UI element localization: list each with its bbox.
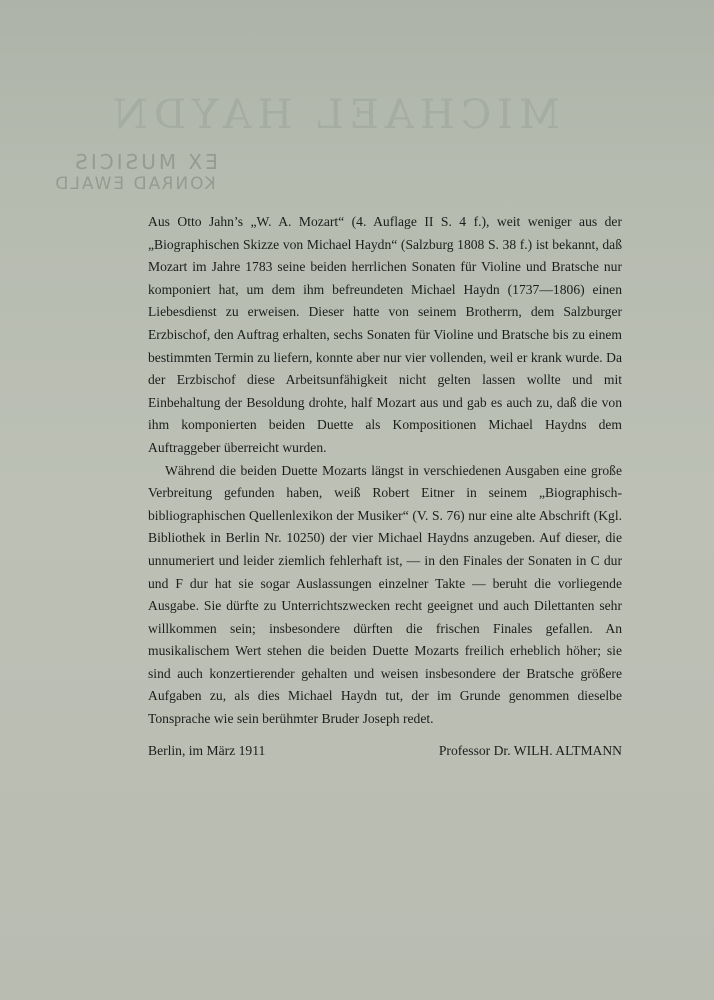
body-text [148,211,622,731]
place-date: Berlin, im März 1911 [148,743,266,758]
show-through-title: MICHAEL HAYDN [106,92,560,138]
author-signature: Professor Dr. WILH. ALTMANN [438,743,622,758]
show-through-line-1: EX MUSICIS [72,150,218,174]
show-through-line-2: KONRAD EWALD [53,174,216,194]
paragraph-1: Aus Otto Jahn’s „W. A. Mozart“ (4. Auflage II S. 4 f.), weit weniger aus der „Biographischen Skizze von Michael Haydn“ (Salzburg 1808 S. 38 f.) ist bekannt, daß Mozart im Jahre 1783 seine beiden herrlichen Sonaten für Violine und Bratsche nur komponiert hat, um dem ihm befreundeten Michael Haydn (1737—1806) einen Liebesdienst zu erweisen. Dieser hatte von seinem Brotherrn, dem Salzburger Erzbischof, den Auftrag erhalten, sechs Sonaten für Violine und Bratsche bis zu einem bestimmten Termin zu liefern, konnte aber nur vier vollenden, weil er krank wurde. Da der Erzbischof diese Arbeitsunfähigkeit nicht gelten lassen wollte und mit Einbehaltung der Besoldung drohte, half Mozart aus und gab es auch zu, daß die von ihm komponierten beiden Duette als Kompositionen Michael Haydns dem Auftraggeber überreicht wurden. [148,214,622,455]
paragraph-2: Während die beiden Duette Mozarts längst in verschiedenen Ausgaben eine große Verbreitung gefunden haben, weiß Robert Eitner in seinem „Biographisch-bibliographischen Quellenlexikon der Musiker“ (V. S. 76) nur eine alte Abschrift (Kgl. Bibliothek in Berlin Nr. 10250) der vier Michael Haydns anzugeben. Auf dieser, die unnumeriert und leider ziemlich fehlerhaft ist, — in den Finales der Sonaten in C dur und F dur hat sie sogar Auslassungen einzelner Takte — beruht die vorliegende Ausgabe. Sie dürfte zu Unterrichtszwecken recht geeignet und auch Dilettanten sehr willkommen sein; insbesondere dürften die frischen Finales gefallen. An musikalischem Wert stehen die beiden Duette Mozarts freilich erheblich höher; sie sind auch konzertierender gehalten und weisen insbesondere der Bratsche größere Aufgaben zu, als dies Michael Haydn tut, der im Grunde genommen dieselbe Tonsprache wie sein berühmter Bruder Joseph redet. [148,462,622,727]
